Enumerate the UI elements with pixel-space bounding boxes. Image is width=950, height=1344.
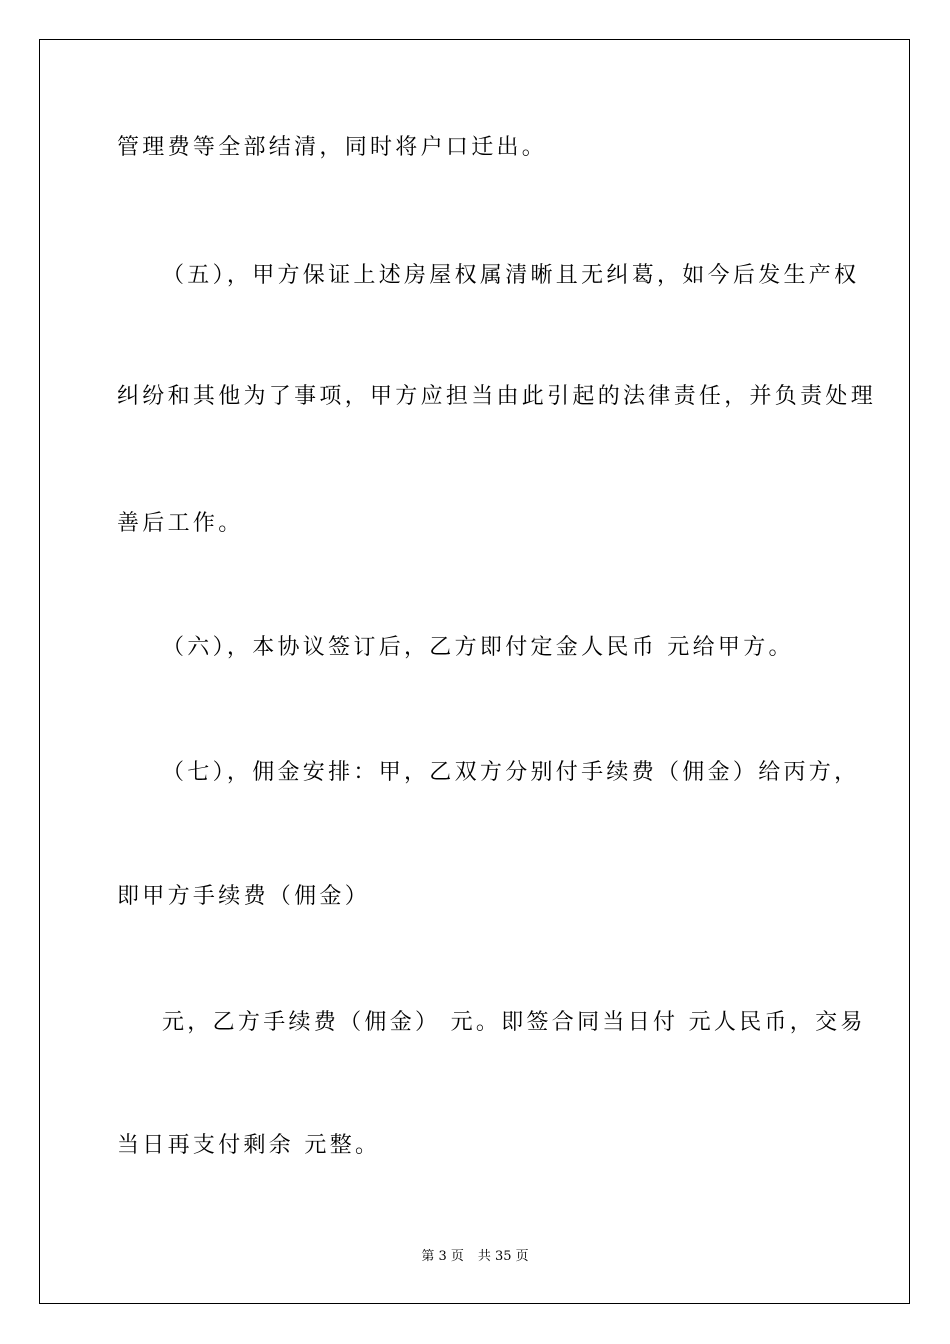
paragraph-line: （六），本协议签订后，乙方即付定金人民币 元给甲方。 — [162, 635, 794, 660]
paragraph-line: （七），佣金安排：甲，乙双方分别付手续费（佣金）给丙方， — [162, 760, 860, 785]
paragraph-line: 即甲方手续费（佣金） — [117, 884, 371, 909]
paragraph-line: 纠纷和其他为了事项，甲方应担当由此引起的法律责任，并负责处理 — [117, 384, 877, 409]
total-pages: 共 35 页 — [477, 1249, 529, 1264]
paragraph-line: 管理费等全部结清，同时将户口迁出。 — [117, 135, 548, 160]
paragraph-line: 当日再支付剩余 元整。 — [117, 1133, 381, 1158]
page-border — [39, 39, 910, 1304]
paragraph-line: 善后工作。 — [117, 511, 244, 536]
page-footer — [0, 1249, 950, 1265]
paragraph-line: 元，乙方手续费（佣金） 元。即签合同当日付 元人民币，交易 — [162, 1010, 866, 1035]
paragraph-line: （五），甲方保证上述房屋权属清晰且无纠葛，如今后发生产权 — [162, 263, 860, 288]
page-number: 第 3 页 — [421, 1249, 464, 1264]
